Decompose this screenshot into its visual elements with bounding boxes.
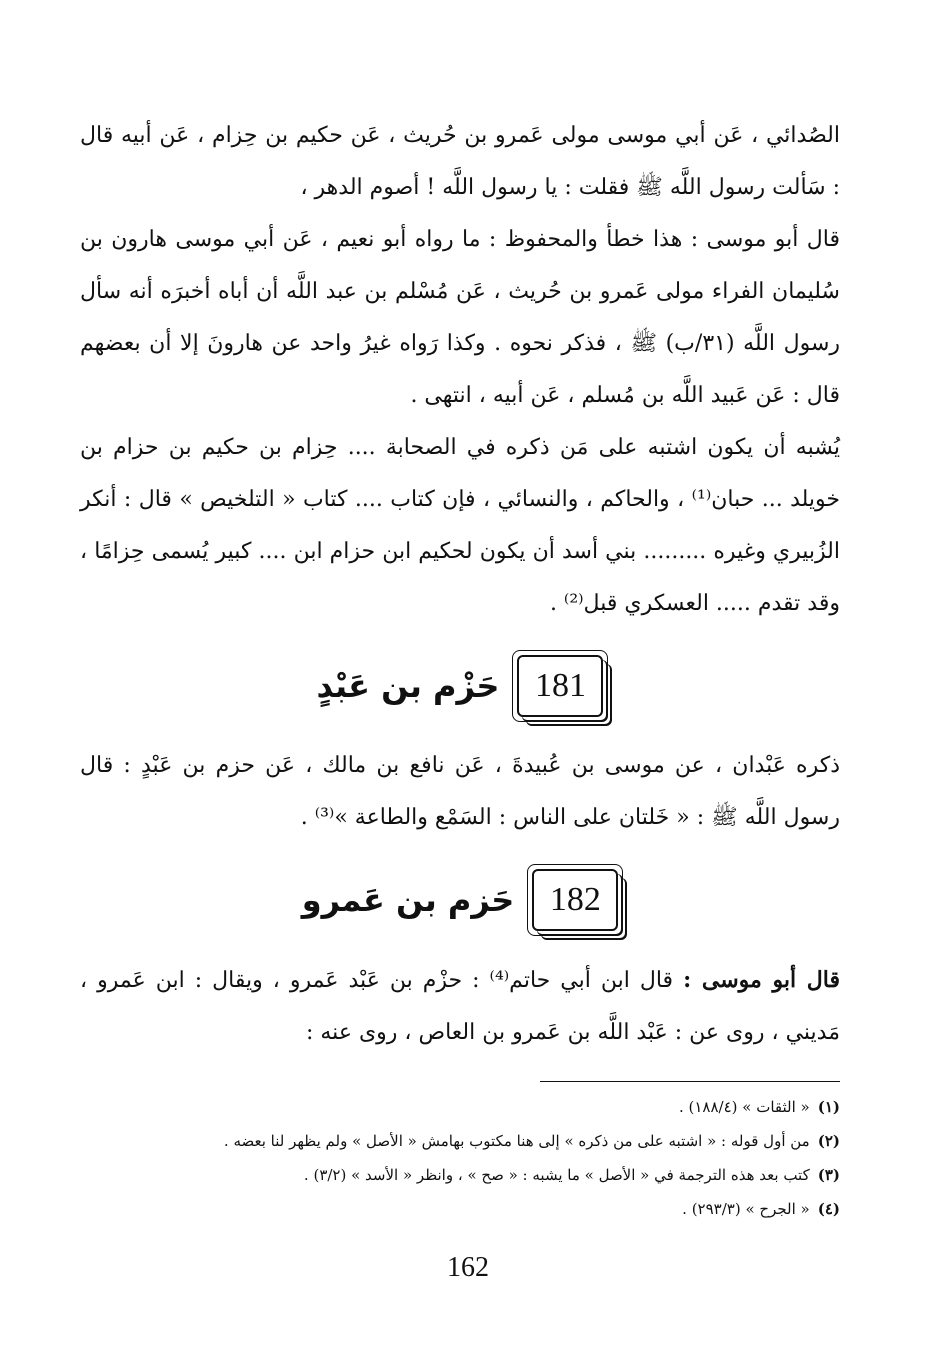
entry-title: حَزْم بن عَبْدٍ <box>316 667 500 705</box>
footnote-number: (٢) <box>817 1132 840 1150</box>
entry-number-box <box>532 869 618 931</box>
paragraph-note: يُشبه أن يكون اشتبه على مَن ذكره في الصحابة .... حِزام بن حكيم بن حزام بن خويلد ... حبان⁽¹⁾ ، والحاكم ، والنسائي ، فإن كتاب .... كتاب « التلخيص » قال : أنكر الزُبيري وغيره ......... بني أسد أن يكون لحكيم ابن حزام ابن .... كبير يُسمى حِزامًا ، وقد تقدم ..... العسكري قبل⁽²⁾ . <box>80 435 841 616</box>
footnote-number: (٣) <box>817 1166 840 1184</box>
entry-number: 182 <box>549 881 601 918</box>
footnote-text: « الثقات » (١٨٨/٤) . <box>678 1098 810 1116</box>
footnote <box>80 1192 840 1226</box>
footnote-text: كتب بعد هذه الترجمة في « الأصل » ما يشبه : « صح » ، وانظر « الأسد » (٣/٢) . <box>303 1166 810 1184</box>
entry-182-lead: قال أبو موسى : <box>683 967 840 993</box>
entry-number: 181 <box>534 667 586 704</box>
page-number: 162 <box>447 1252 489 1283</box>
entry-182-body: قال ابن أبي حاتم⁽⁴⁾ : حزْم بن عَبْد عَمرو ، ويقال : ابن عَمرو ، مَديني ، روى عن : عَبْد اللَّه بن عَمرو بن العاص ، روى عنه : <box>80 968 840 1045</box>
entry-182-heading <box>80 852 840 948</box>
footnote-text: « الجرح » (٢٩٣/٣) . <box>682 1200 810 1218</box>
footnote-divider <box>540 1081 840 1082</box>
footnote <box>80 1090 840 1124</box>
footnote-number: (١) <box>817 1098 840 1116</box>
paragraph-abu-musa: قال أبو موسى : هذا خطأ والمحفوظ : ما رواه أبو نعيم ، عَن أبي موسى هارون بن سُليمان الفراء مولى عَمرو بن حُريث ، عَن مُسْلم بن عبد اللَّه أن أباه أخبرَه أنه سأل رسول اللَّه (٣١/ب) ﷺ ، فذكر نحوه . وكذا رَواه غيرُ واحد عن هارونَ إلا أن بعضهم قال : عَن عَبيد اللَّه بن مُسلم ، عَن أبيه ، انتهى . <box>80 227 840 408</box>
entry-181-text: ذكره عَبْدان ، عن موسى بن عُبيدةَ ، عَن نافع بن مالك ، عَن حزم بن عَبْدٍ : قال رسول اللَّه ﷺ : « خَلتان على الناس : السَمْع والطاعة »⁽³⁾ . <box>80 753 840 830</box>
footnote <box>80 1158 840 1192</box>
footnote-text: من أول قوله : « اشتبه على من ذكره » إلى هنا مكتوب بهامش « الأصل » ولم يظهر لنا بعضه . <box>223 1132 810 1150</box>
entry-182-text <box>80 954 840 1059</box>
footnote <box>80 1124 840 1158</box>
entry-181-heading <box>80 638 840 734</box>
entry-number-box <box>517 655 603 717</box>
paragraph-hadith-intro: الصُدائي ، عَن أبي موسى مولى عَمرو بن حُريث ، عَن حكيم بن حِزام ، عَن أبيه قال : سَألت رسول اللَّه ﷺ فقلت : يا رسول اللَّه ! أصوم الدهر ، <box>80 123 840 200</box>
footnote-number: (٤) <box>817 1200 840 1218</box>
entry-title: حَزم بن عَمرو <box>301 881 515 919</box>
page-body <box>80 110 840 1226</box>
footnotes <box>80 1090 840 1226</box>
